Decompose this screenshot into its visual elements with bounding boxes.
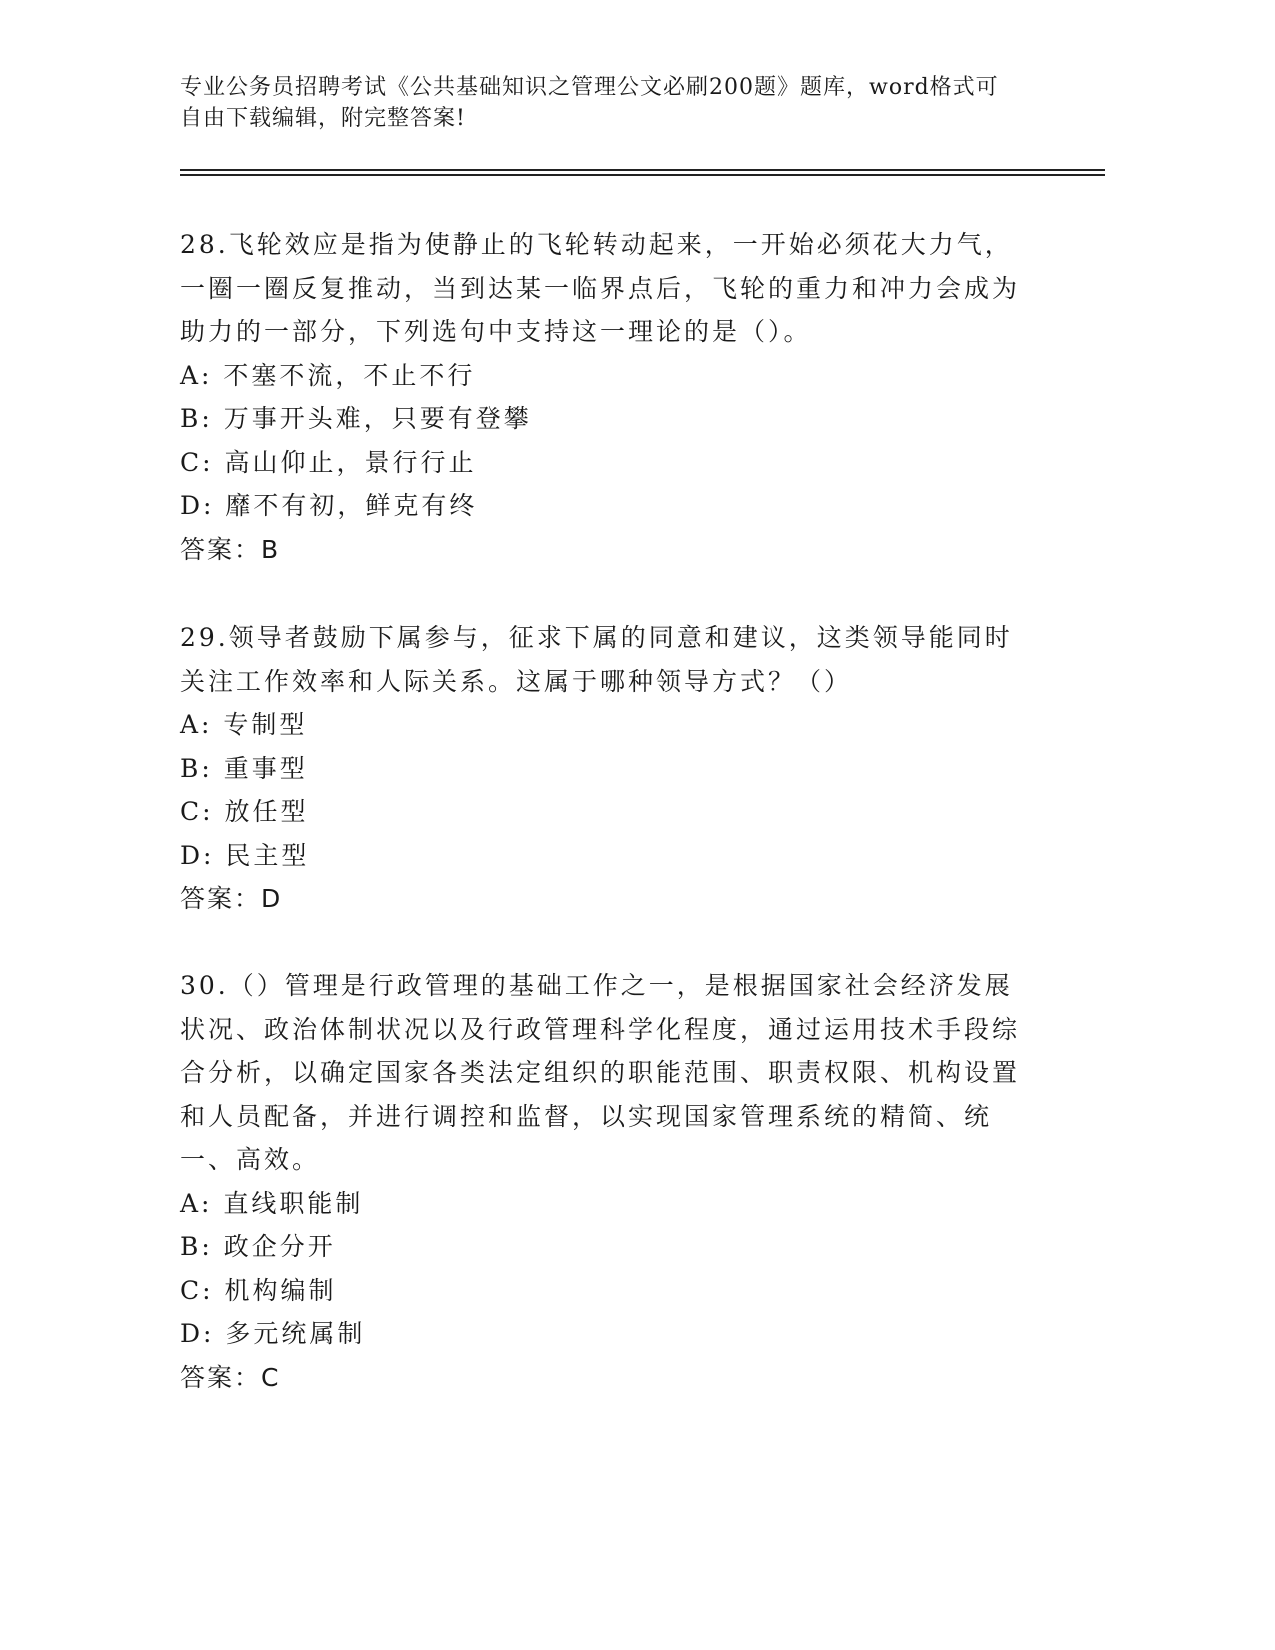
option-d: D: 多元统属制 (180, 1319, 366, 1348)
document-header (180, 72, 1060, 134)
question-29 (180, 616, 1030, 921)
header-line-1: 专业公务员招聘考试《公共基础知识之管理公文必刷200题》题库，word格式可 (180, 75, 999, 100)
answer: 答案：B (180, 534, 281, 564)
question-30 (180, 964, 1030, 1399)
answer: 答案：D (180, 884, 283, 913)
question-28 (180, 223, 1030, 571)
option-d: D: 民主型 (180, 840, 310, 870)
option-b: B: 政企分开 (180, 1232, 336, 1261)
header-line-2: 自由下载编辑，附完整答案! (180, 106, 466, 131)
answer: 答案：C (180, 1362, 281, 1392)
option-a: A: 直线职能制 (180, 1188, 364, 1218)
option-a: A: 专制型 (180, 710, 308, 739)
question-stem: 30.（）管理是行政管理的基础工作之一，是根据国家社会经济发展状况、政治体制状况以及行政管理科学化程度，通过运用技术手段综合分析，以确定国家各类法定组织的职能范围、职责权限、机构设置和人员配备，并进行调控和监督，以实现国家管理系统的精简、统一、高效。 (180, 971, 1021, 1174)
option-b: B: 重事型 (180, 753, 308, 783)
header-divider-bottom (180, 174, 1105, 176)
option-c: C: 高山仰止，景行行止 (180, 447, 477, 477)
option-a: A: 不塞不流，不止不行 (180, 360, 476, 390)
option-c: C: 机构编制 (180, 1275, 337, 1305)
option-c: C: 放任型 (180, 797, 309, 826)
option-b: B: 万事开头难，只要有登攀 (180, 404, 532, 433)
option-d: D: 靡不有初，鲜克有终 (180, 491, 478, 520)
question-stem: 28.飞轮效应是指为使静止的飞轮转动起来，一开始必须花大力气，一圈一圈反复推动，当到达某一临界点后，飞轮的重力和冲力会成为助力的一部分，下列选句中支持这一理论的是（）。 (180, 230, 1021, 346)
question-stem: 29.领导者鼓励下属参与，征求下属的同意和建议，这类领导能同时关注工作效率和人际关系。这属于哪种领导方式？（） (180, 623, 1013, 696)
header-divider-top (180, 169, 1105, 171)
